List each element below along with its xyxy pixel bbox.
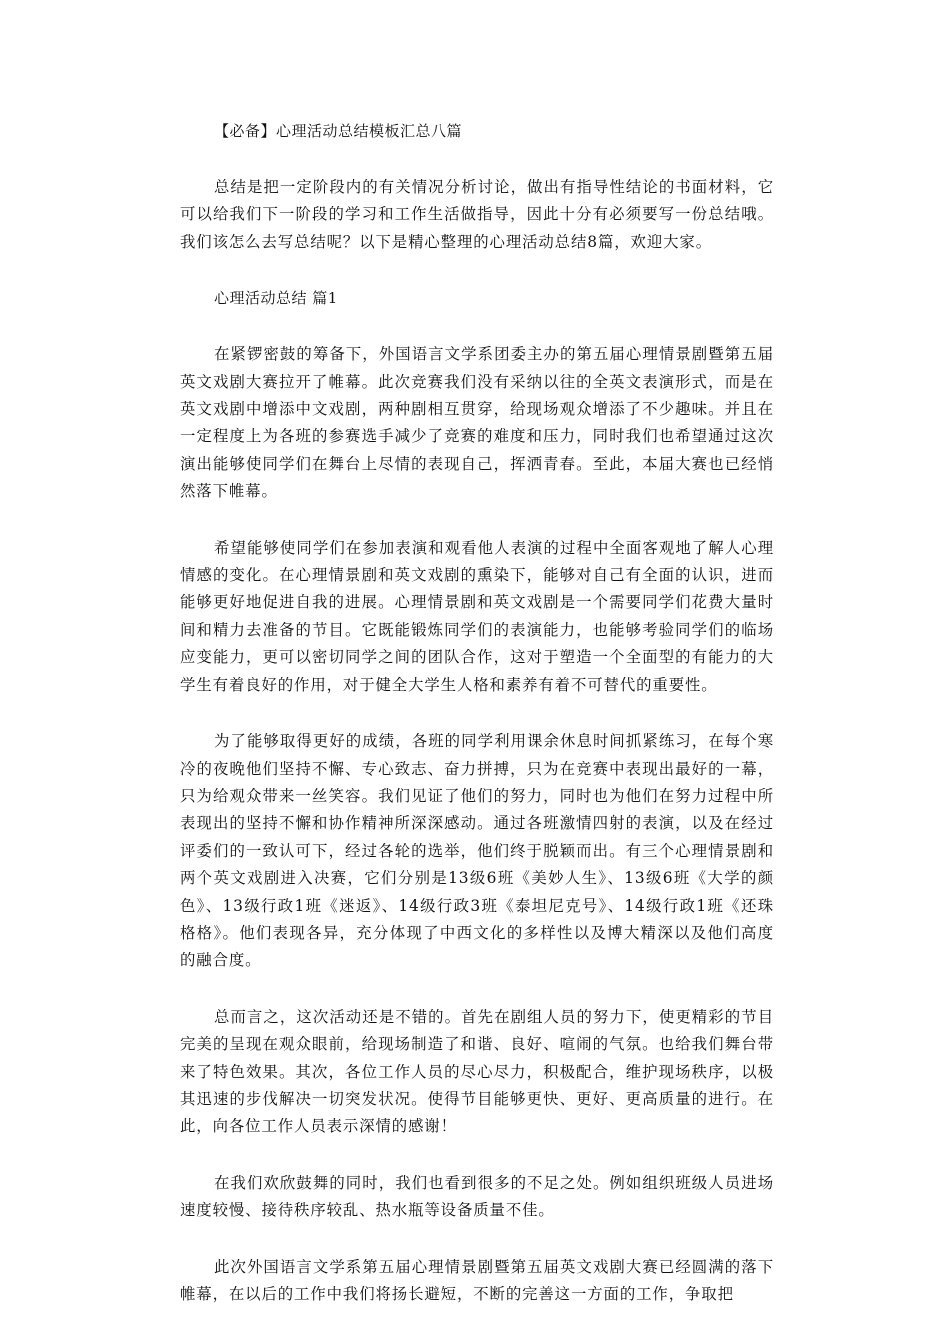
body-paragraph-5: 在我们欢欣鼓舞的同时，我们也看到很多的不足之处。例如组织班级人员进场速度较慢、接待秩序较乱、热水瓶等设备质量不佳。 <box>180 1173 774 1220</box>
section-heading: 心理活动总结 篇1 <box>214 289 338 308</box>
intro-paragraph: 总结是把一定阶段内的有关情况分析讨论，做出有指导性结论的书面材料，它可以给我们下一阶段的学习和工作生活做指导，因此十分有必须要写一份总结哦。我们该怎么去写总结呢？以下是精心整理的心理活动总结8篇，欢迎大家。 <box>180 178 774 251</box>
body-paragraph-4: 总而言之，这次活动还是不错的。首先在剧组人员的努力下，使更精彩的节目完美的呈现在观众眼前，给现场制造了和谐、良好、喧闹的气氛。也给我们舞台带来了特色效果。其次，各位工作人员的尽心尽力，积极配合，维护现场秩序，以极其迅速的步伐解决一切突发状况。使得节目能够更快、更好、更高质量的进行。在此，向各位工作人员表示深情的感谢！ <box>180 1007 774 1136</box>
document-page <box>180 118 774 1337</box>
body-paragraph-2: 希望能够使同学们在参加表演和观看他人表演的过程中全面客观地了解人心理情感的变化。在心理情景剧和英文戏剧的熏染下，能够对自己有全面的认识，进而能够更好地促进自我的进展。心理情景剧和英文戏剧是一个需要同学们花费大量时间和精力去准备的节目。它既能锻炼同学们的表演能力，也能够考验同学们的临场应变能力，更可以密切同学之间的团队合作，这对于塑造一个全面型的有能力的大学生有着良好的作用，对于健全大学生人格和素养有着不可替代的重要性。 <box>180 538 774 694</box>
body-paragraph-3: 为了能够取得更好的成绩，各班的同学利用课余休息时间抓紧练习，在每个寒冷的夜晚他们坚持不懈、专心致志、奋力拼搏，只为在竞赛中表现出最好的一幕，只为给观众带来一丝笑容。我们见证了他们的努力，同时也为他们在努力过程中所表现出的坚持不懈和协作精神所深深感动。通过各班激情四射的表演，以及在经过评委们的一致认可下，经过各轮的选举，他们终于脱颖而出。有三个心理情景剧和两个英文戏剧进入决赛，它们分别是13级6班《美妙人生》、13级6班《大学的颜色》、13级行政1班《迷返》、14级行政3班《泰坦尼克号》、14级行政1班《还珠格格》。他们表现各异，充分体现了中西文化的多样性以及博大精深以及他们高度的融合度。 <box>180 732 774 970</box>
body-paragraph-1: 在紧锣密鼓的筹备下，外国语言文学系团委主办的第五届心理情景剧暨第五届英文戏剧大赛拉开了帷幕。此次竞赛我们没有采纳以往的全英文表演形式，而是在英文戏剧中增添中文戏剧，两种剧相互贯穿，给现场观众增添了不少趣味。并且在一定程度上为各班的参赛选手减少了竞赛的难度和压力，同时我们也希望通过这次演出能够使同学们在舞台上尽情的表现自己，挥洒青春。至此，本届大赛也已经悄然落下帷幕。 <box>180 345 774 501</box>
body-paragraph-6: 此次外国语言文学系第五届心理情景剧暨第五届英文戏剧大赛已经圆满的落下帷幕，在以后的工作中我们将扬长避短，不断的完善这一方面的工作，争取把 <box>180 1257 774 1303</box>
document-title: 【必备】心理活动总结模板汇总八篇 <box>214 122 463 140</box>
